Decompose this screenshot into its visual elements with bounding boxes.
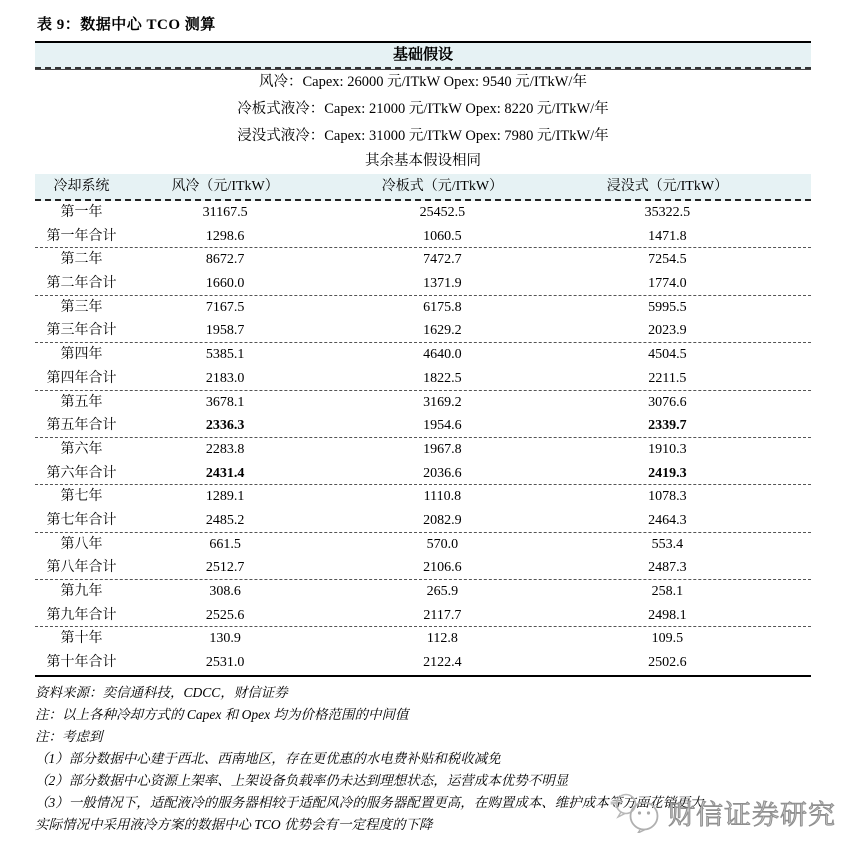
source-note: 资料来源：奕信通科技，CDCC，财信证券	[35, 684, 288, 700]
cell-cold-plate: 7472.7	[423, 252, 462, 268]
cell-cold-plate: 2036.6	[423, 465, 462, 481]
cell-cold-plate: 2106.6	[423, 560, 462, 576]
row-label: 第六年	[60, 441, 103, 457]
row-label: 第五年	[60, 394, 103, 410]
cell-immersion: 258.1	[651, 584, 684, 599]
cell-cold-plate: 2082.9	[423, 512, 462, 528]
row-label: 第九年	[60, 584, 103, 599]
table-row	[35, 391, 811, 415]
cell-immersion: 2487.3	[648, 560, 687, 576]
assumption-immersion: 浸没式液冷：Capex: 31000 元/ITkW Opex: 7980 元/ITkW/年	[237, 128, 609, 144]
table-row	[35, 272, 811, 296]
note-conclusion: 实际情况中采用液冷方案的数据中心 TCO 优势会有一定程度的下降	[35, 816, 433, 832]
cell-air: 1298.6	[205, 228, 245, 244]
table-body	[35, 201, 811, 677]
cell-air: 2336.3	[205, 418, 245, 434]
cell-air: 2531.0	[205, 655, 245, 671]
cell-air: 661.5	[209, 536, 241, 552]
cell-cold-plate: 1967.8	[423, 441, 462, 457]
cell-cold-plate: 1822.5	[423, 370, 462, 386]
cell-cold-plate: 1371.9	[423, 276, 462, 292]
cell-immersion: 2339.7	[648, 418, 687, 434]
table-row	[35, 319, 811, 343]
cell-air: 2485.2	[205, 512, 245, 528]
table-row	[35, 248, 811, 272]
cell-air: 1660.0	[205, 276, 245, 292]
table-row	[35, 367, 811, 391]
watermark-text: 财信证券研究	[668, 799, 836, 830]
note-considering: 注：考虑到	[35, 728, 103, 744]
cell-cold-plate: 1954.6	[423, 418, 462, 434]
row-label: 第一年合计	[46, 228, 117, 244]
cell-air: 2525.6	[205, 607, 245, 623]
cell-cold-plate: 3169.2	[423, 394, 462, 410]
cell-immersion: 2419.3	[648, 465, 687, 481]
cell-immersion: 2023.9	[648, 323, 687, 339]
note-item-3: （3）一般情况下，适配液冷的服务器相较于适配风冷的服务器配置更高，在购置成本、维护成本等方面花销更大	[35, 794, 704, 810]
cell-cold-plate: 25452.5	[419, 205, 466, 220]
cell-immersion: 1078.3	[648, 489, 687, 505]
assumption-cold-plate: 冷板式液冷：Capex: 21000 元/ITkW Opex: 8220 元/ITkW/年	[237, 101, 609, 117]
cell-air: 1289.1	[205, 489, 245, 505]
cell-immersion: 1471.8	[648, 228, 687, 244]
cell-immersion: 2211.5	[648, 370, 687, 386]
row-label: 第十年	[60, 631, 103, 647]
cell-air: 1958.7	[205, 323, 245, 339]
column-header-cold-plate: 冷板式（元/ITkW）	[381, 179, 504, 194]
table-row	[35, 462, 811, 486]
cell-cold-plate: 1060.5	[423, 228, 462, 244]
column-header-cooling-system: 冷却系统	[53, 179, 110, 194]
cell-air: 2283.8	[205, 441, 245, 457]
cell-air: 8672.7	[205, 252, 245, 268]
cell-air: 308.6	[209, 584, 241, 599]
cell-cold-plate: 6175.8	[423, 299, 462, 315]
row-label: 第九年合计	[46, 607, 117, 623]
table-header-row	[35, 174, 811, 201]
cell-air: 2431.4	[205, 465, 245, 481]
cell-immersion: 2498.1	[648, 607, 687, 623]
cell-cold-plate: 2117.7	[423, 607, 462, 623]
cell-immersion: 4504.5	[648, 347, 687, 363]
row-label: 第二年合计	[46, 276, 117, 292]
row-label: 第七年	[60, 489, 103, 505]
cell-air: 2512.7	[205, 560, 245, 576]
assumption-air-cooling: 风冷：Capex: 26000 元/ITkW Opex: 9540 元/ITkW/年	[259, 74, 587, 90]
table-row	[35, 509, 811, 533]
cell-cold-plate: 112.8	[426, 631, 458, 647]
cell-immersion: 2502.6	[648, 655, 687, 671]
table-row	[35, 533, 811, 557]
note-item-1: （1）部分数据中心建于西北、西南地区，存在更优惠的水电费补贴和税收减免	[35, 750, 501, 766]
row-label: 第十年合计	[46, 655, 117, 671]
cell-air: 31167.5	[202, 205, 248, 220]
table-row	[35, 438, 811, 462]
column-header-immersion: 浸没式（元/ITkW）	[606, 179, 729, 194]
footnotes	[35, 682, 811, 836]
row-label: 第一年	[60, 205, 103, 220]
cell-air: 7167.5	[205, 299, 245, 315]
cell-air: 2183.0	[205, 370, 245, 386]
cell-cold-plate: 2122.4	[423, 655, 462, 671]
cell-immersion: 2464.3	[648, 512, 687, 528]
assumption-other: 其余基本假设相同	[365, 153, 481, 169]
row-label: 第五年合计	[46, 418, 117, 434]
cell-immersion: 7254.5	[648, 252, 687, 268]
note-item-2: （2）部分数据中心资源上架率、上架设备负载率仍未达到理想状态，运营成本优势不明显	[35, 772, 569, 788]
cell-cold-plate: 570.0	[426, 536, 459, 552]
table-row	[35, 225, 811, 249]
note-capex-opex: 注：以上各种冷却方式的 Capex 和 Opex 均为价格范围的中间值	[35, 706, 409, 722]
cell-immersion: 5995.5	[648, 299, 687, 315]
cell-cold-plate: 4640.0	[423, 347, 462, 363]
row-label: 第三年	[60, 299, 103, 315]
cell-immersion: 109.5	[651, 631, 684, 647]
cell-immersion: 1910.3	[648, 441, 687, 457]
row-label: 第四年	[60, 347, 103, 363]
table-row	[35, 343, 811, 367]
table-title: 表 9：数据中心 TCO 测算	[35, 10, 811, 43]
cell-immersion: 553.4	[651, 536, 684, 552]
cell-cold-plate: 265.9	[426, 584, 459, 599]
table-row	[35, 414, 811, 438]
row-label: 第四年合计	[46, 370, 117, 386]
cell-immersion: 3076.6	[648, 394, 687, 410]
assumptions-header: 基础假设	[35, 43, 811, 69]
row-label: 第二年	[60, 252, 103, 268]
cell-cold-plate: 1629.2	[423, 323, 462, 339]
table-row	[35, 604, 811, 628]
column-header-air: 风冷（元/ITkW）	[171, 179, 279, 194]
table-row	[35, 201, 811, 225]
row-label: 第七年合计	[46, 512, 117, 528]
table-row	[35, 580, 811, 604]
table-row	[35, 485, 811, 509]
cell-immersion: 35322.5	[644, 205, 691, 220]
cell-immersion: 1774.0	[648, 276, 687, 292]
row-label: 第三年合计	[46, 323, 117, 339]
cell-air: 130.9	[209, 631, 241, 647]
row-label: 第六年合计	[46, 465, 117, 481]
cell-air: 5385.1	[205, 347, 245, 363]
table-row	[35, 651, 811, 675]
cell-cold-plate: 1110.8	[423, 489, 462, 505]
table-row	[35, 627, 811, 651]
row-label: 第八年	[60, 536, 103, 552]
table-row	[35, 296, 811, 320]
row-label: 第八年合计	[46, 560, 117, 576]
table-row	[35, 556, 811, 580]
cell-air: 3678.1	[205, 394, 245, 410]
